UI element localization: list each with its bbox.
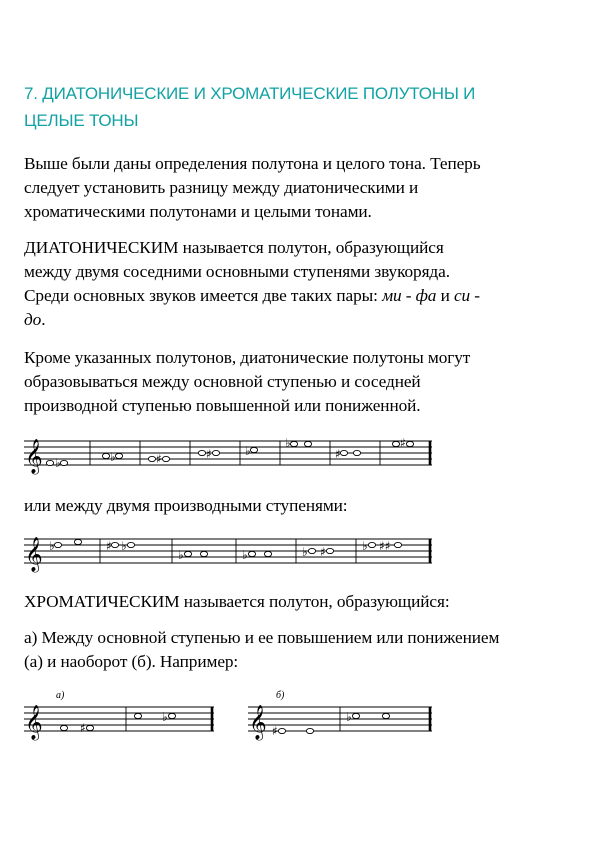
svg-text:♭: ♭ xyxy=(362,539,368,553)
heading-line-2: ЦЕЛЫЕ ТОНЫ xyxy=(24,111,139,130)
paragraph-intro xyxy=(24,152,576,224)
example-label-b: б) xyxy=(276,690,285,701)
paragraph-line: ДИАТОНИЧЕСКИМ называется полутон, образующийся xyxy=(24,238,444,257)
note-group xyxy=(242,548,272,562)
treble-clef-icon: 𝄞 xyxy=(25,537,43,572)
svg-text:♯: ♯ xyxy=(206,447,212,461)
treble-clef-icon: 𝄞 xyxy=(249,705,267,740)
music-staff-example-2 xyxy=(22,530,436,572)
note-group xyxy=(392,436,413,450)
paragraph-line: а) Между основной ступенью и ее повышением или понижением xyxy=(24,628,500,647)
music-staff-example-1 xyxy=(22,432,436,474)
music-staff-example-a xyxy=(22,688,218,744)
note-group xyxy=(102,450,122,464)
svg-text:♯: ♯ xyxy=(106,539,112,553)
note-group xyxy=(148,452,169,466)
paragraph-line: Среди основных звуков имеется две таких пары: ми - фа и си - xyxy=(24,286,480,305)
svg-text:♭: ♭ xyxy=(302,545,308,559)
svg-text:♭: ♭ xyxy=(285,436,291,450)
paragraph-between-derived xyxy=(24,494,576,518)
svg-text:♯: ♯ xyxy=(272,724,278,738)
paragraph-line: или между двумя производными ступенями: xyxy=(24,496,348,515)
svg-text:♭: ♭ xyxy=(121,539,127,553)
paragraph-line: образовываться между основной ступенью и соседней xyxy=(24,372,421,391)
treble-clef-icon: 𝄞 xyxy=(25,705,43,740)
note-group xyxy=(46,456,67,470)
svg-text:♯: ♯ xyxy=(156,452,162,466)
note-pair-si-do-start: си - xyxy=(453,286,480,305)
svg-text:♭: ♭ xyxy=(242,548,248,562)
section-heading xyxy=(24,80,572,134)
treble-clef-icon: 𝄞 xyxy=(25,439,43,474)
paragraph-line: Выше были даны определения полутона и целого тона. Теперь xyxy=(24,154,481,173)
staff-lines xyxy=(24,707,214,731)
paragraph-line: следует установить разницу между диатоническими и xyxy=(24,178,419,197)
note-group xyxy=(178,548,208,562)
svg-text:♭: ♭ xyxy=(162,710,168,724)
note-group xyxy=(346,710,390,724)
heading-line-1: 7. ДИАТОНИЧЕСКИЕ И ХРОМАТИЧЕСКИЕ ПОЛУТОНЫ И xyxy=(24,84,476,103)
paragraph-derived-degrees xyxy=(24,346,576,418)
svg-text:♯: ♯ xyxy=(335,447,341,461)
svg-text:♭: ♭ xyxy=(55,456,61,470)
svg-text:♯: ♯ xyxy=(320,545,326,559)
paragraph-line: ХРОМАТИЧЕСКИМ называется полутон, образующийся: xyxy=(24,592,450,611)
svg-text:♭: ♭ xyxy=(245,444,251,458)
note-group xyxy=(134,710,175,724)
paragraph-chromatic-example xyxy=(24,626,576,674)
svg-text:♭: ♭ xyxy=(178,548,184,562)
note-group xyxy=(60,721,93,735)
svg-text:♯: ♯ xyxy=(400,436,406,450)
svg-text:♭: ♭ xyxy=(346,710,352,724)
paragraph-line: (а) и наоборот (б). Например: xyxy=(24,652,239,671)
svg-text:♭: ♭ xyxy=(49,539,55,553)
staff-lines xyxy=(24,441,432,465)
note-group xyxy=(285,436,312,450)
svg-text:♯: ♯ xyxy=(80,721,86,735)
paragraph-line: между двумя соседними основными ступенями звукоряда. xyxy=(24,262,450,281)
svg-text:♭: ♭ xyxy=(110,450,116,464)
note-group xyxy=(245,444,258,458)
paragraph-chromatic-definition xyxy=(24,590,576,614)
svg-text:♯♯: ♯♯ xyxy=(379,539,391,553)
paragraph-line: до. xyxy=(24,310,46,329)
paragraph-diatonic-definition xyxy=(24,236,576,332)
note-pair-si-do-end: до xyxy=(24,310,42,329)
paragraph-line: Кроме указанных полутонов, диатонические полутоны могут xyxy=(24,348,471,367)
note-pair-mi-fa: ми - фа xyxy=(382,286,437,305)
music-staff-example-b xyxy=(246,688,436,744)
paragraph-line: производной ступенью повышенной или пониженной. xyxy=(24,396,421,415)
paragraph-line: хроматическими полутонами и целыми тонами. xyxy=(24,202,372,221)
example-label-a: а) xyxy=(56,690,65,701)
